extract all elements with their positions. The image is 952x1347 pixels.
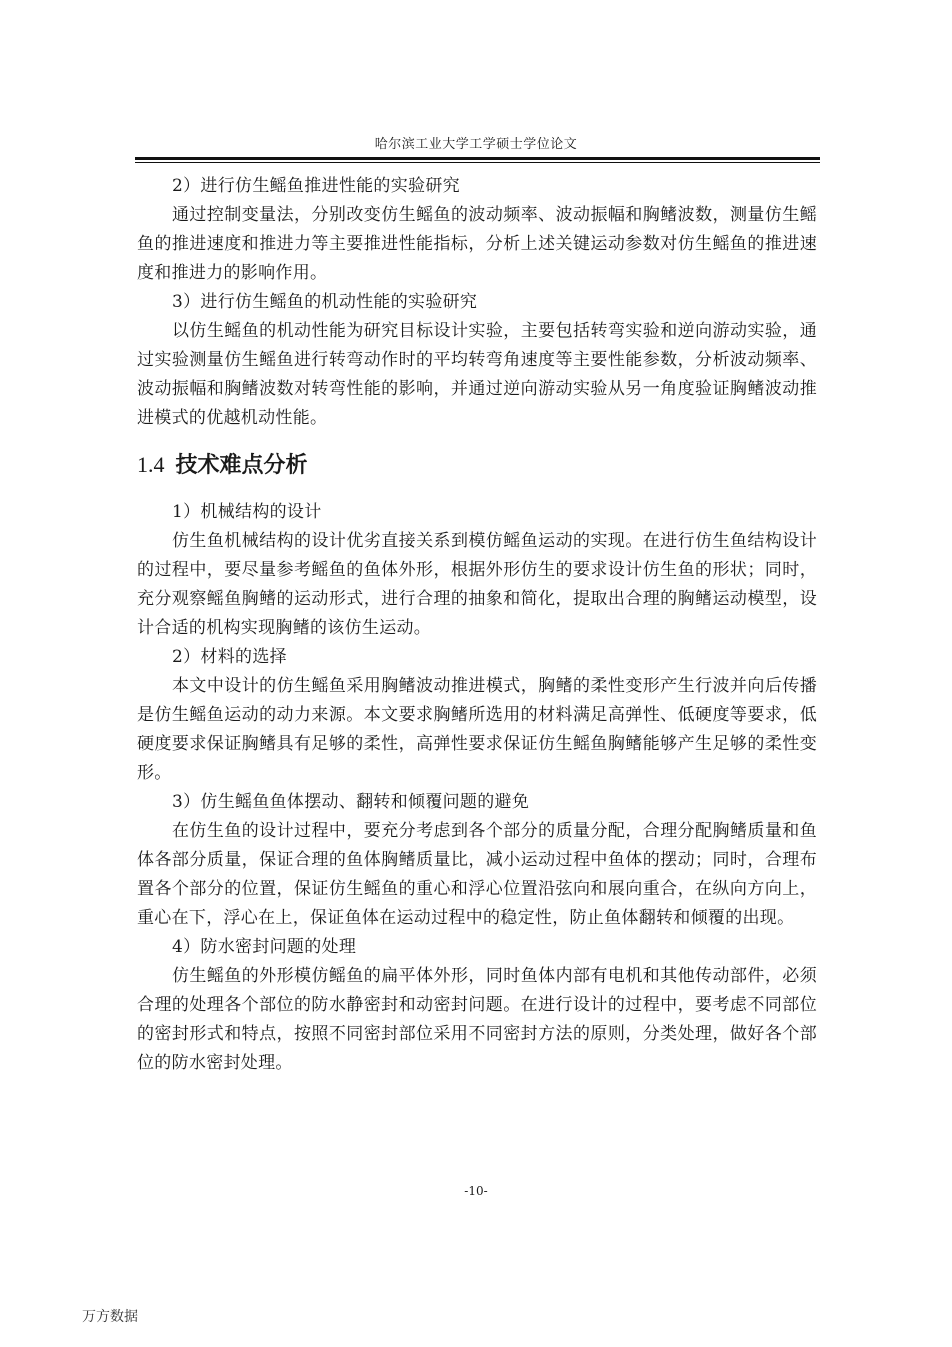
paragraph: 以仿生鳐鱼的机动性能为研究目标设计实验，主要包括转弯实验和逆向游动实验，通过实验测量仿生鳐鱼进行转弯动作时的平均转弯角速度等主要性能参数，分析波动频率、波动振幅和胸鳍波数对转弯性能的影响，并通过逆向游动实验从另一角度验证胸鳍波动推进模式的优越机动性能。 [137, 321, 817, 428]
paragraph: 在仿生鱼的设计过程中，要充分考虑到各个部分的质量分配，合理分配胸鳍质量和鱼体各部分质量，保证合理的鱼体胸鳍质量比，减小运动过程中鱼体的摆动；同时，合理布置各个部分的位置，保证仿生鳐鱼的重心和浮心位置沿弦向和展向重合，在纵向方向上，重心在下，浮心在上，保证鱼体在运动过程中的稳定性，防止鱼体翻转和倾覆的出现。 [137, 821, 817, 928]
paragraph: 仿生鱼机械结构的设计优劣直接关系到模仿鳐鱼运动的实现。在进行仿生鱼结构设计的过程中，要尽量参考鳐鱼的鱼体外形，根据外形仿生的要求设计仿生鱼的形状；同时，充分观察鳐鱼胸鳍的运动形式，进行合理的抽象和简化，提取出合理的胸鳍运动模型，设计合适的机构实现胸鳍的该仿生运动。 [137, 531, 817, 638]
list-item-3: 3）进行仿生鳐鱼的机动性能的实验研究 [172, 292, 478, 312]
paragraph: 本文中设计的仿生鳐鱼采用胸鳍波动推进模式，胸鳍的柔性变形产生行波并向后传播是仿生鳐鱼运动的动力来源。本文要求胸鳍所选用的材料满足高弹性、低硬度等要求，低硬度要求保证胸鳍具有足够的柔性，高弹性要求保证仿生鳐鱼胸鳍能够产生足够的柔性变形。 [137, 676, 817, 783]
running-header: 哈尔滨工业大学工学硕士学位论文 [374, 137, 578, 152]
subsection-item-4: 4）防水密封问题的处理 [172, 937, 357, 957]
header-rule-thin [135, 162, 820, 163]
subsection-item-2: 2）材料的选择 [172, 647, 287, 667]
paragraph: 仿生鳐鱼的外形模仿鳐鱼的扁平体外形，同时鱼体内部有电机和其他传动部件，必须合理的处理各个部位的防水静密封和动密封问题。在进行设计的过程中，要考虑不同部位的密封形式和特点，按照不同密封部位采用不同密封方法的原则，分类处理，做好各个部位的防水密封处理。 [137, 966, 817, 1073]
paragraph: 通过控制变量法，分别改变仿生鳐鱼的波动频率、波动振幅和胸鳍波数，测量仿生鳐鱼的推进速度和推进力等主要推进性能指标，分析上述关键运动参数对仿生鳐鱼的推进速度和推进力的影响作用。 [137, 205, 817, 283]
list-item-2: 2）进行仿生鳐鱼推进性能的实验研究 [172, 176, 460, 196]
section-title: 技术难点分析 [175, 453, 308, 478]
subsection-item-3: 3）仿生鳐鱼鱼体摆动、翻转和倾覆问题的避免 [172, 792, 530, 812]
section-heading [137, 450, 817, 481]
page-number: -10- [464, 1184, 488, 1198]
header-rule-thick [135, 157, 820, 160]
watermark-text: 万方数据 [82, 1309, 138, 1325]
section-number: 1.4 [137, 452, 165, 477]
page-body [137, 172, 817, 1078]
subsection-item-1: 1）机械结构的设计 [172, 502, 322, 522]
